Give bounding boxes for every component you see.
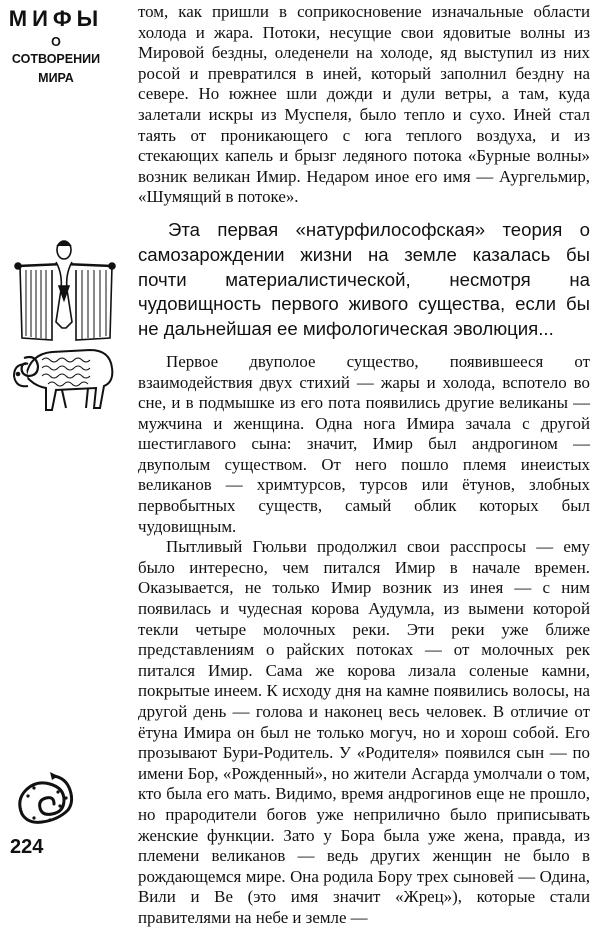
main-text xyxy=(138,2,590,929)
section-subtitle-line2: МИРА xyxy=(38,71,74,85)
paragraph-continued: том, как пришли в соприкосновение изначальные области холода и жара. Потоки, несущие свои ядовитые волны из Мировой бездны, оледенели на холоде, яд выступил из них росой и превратился в иней, который заполнил бездну на севере. Но южнее шли дожди и дули ветры, а там, куда залетали искры из Муспеля, было тепло и сухо. Иней стал таять от проникающего с юга теплого воздуха, и из стекающих капель и брызг ледяного потока «Бурные волны» возник великан Имир. Недаром иное его имя — Аургельмир, «Шумящий в потоке». xyxy=(138,2,590,207)
section-title: МИФЫ xyxy=(8,6,104,31)
paragraph: Пытливый Гюльви продолжил свои расспросы — ему было интересно, чем питался Имир в начале времен. Оказывается, не только Имир возник из инея — с ним появилась и чудесная корова Аудумла, из вымени которой текли четыре молочных реки. Эти реки уже ближе представлениям о райских потоках — от молочных рек питался Имир. Сама же корова лизала соленые камни, покрытые инеем. К исходу дня на камне появились волосы, на другой день — голова и наконец весь человек. В отличие от ётуна Имира он был не только могуч, но и хорош собой. Его прозывают Бури-Родитель. У «Родителя» появился сын — по имени Бор, «Рожденный», но жители Асгарда умолчали о том, кто была его мать. Видимо, время андрогинов еще не прошло, но прародители богов уже неприлично было приписывать женские функции. Зато у Бора была уже жена, правда, из племени великанов — ведь других женщин не было в рождающемся мире. Она родила Бору трех сыновей — Одина, Вили и Ве (это имя значит «Жрец»), которые стали правителями на небе и земле — xyxy=(138,537,590,927)
norse-figure-icon xyxy=(12,236,124,421)
sidebar-header xyxy=(8,6,104,87)
pull-quote: Эта первая «натурфилософская» теория о самозарождении жизни на земле казалась бы почти материалистической, несмотря на чудовищность первого живого существа, если бы не дальнейшая ее мифологическая эволюция... xyxy=(138,218,590,340)
paragraph: Первое двуполое существо, появившееся от взаимодействия двух стихий — жары и холода, вспотело во сне, и в подмышке из его пота появились другие великаны — мужчина и женщина. Одна нога Имира зачала с другой шестиглавого сына: значит, Имир был андрогином — двуполым существом. От него пошло племя инеистых великанов — хримтурсов, турсов или ётунов, злобных первобытных существ, самый облик которых был чудовищным. xyxy=(138,351,590,536)
section-subtitle-line1: О СОТВОРЕНИИ xyxy=(11,35,101,66)
serpent-ornament-icon xyxy=(14,770,76,833)
page-number: 224 xyxy=(10,836,44,858)
